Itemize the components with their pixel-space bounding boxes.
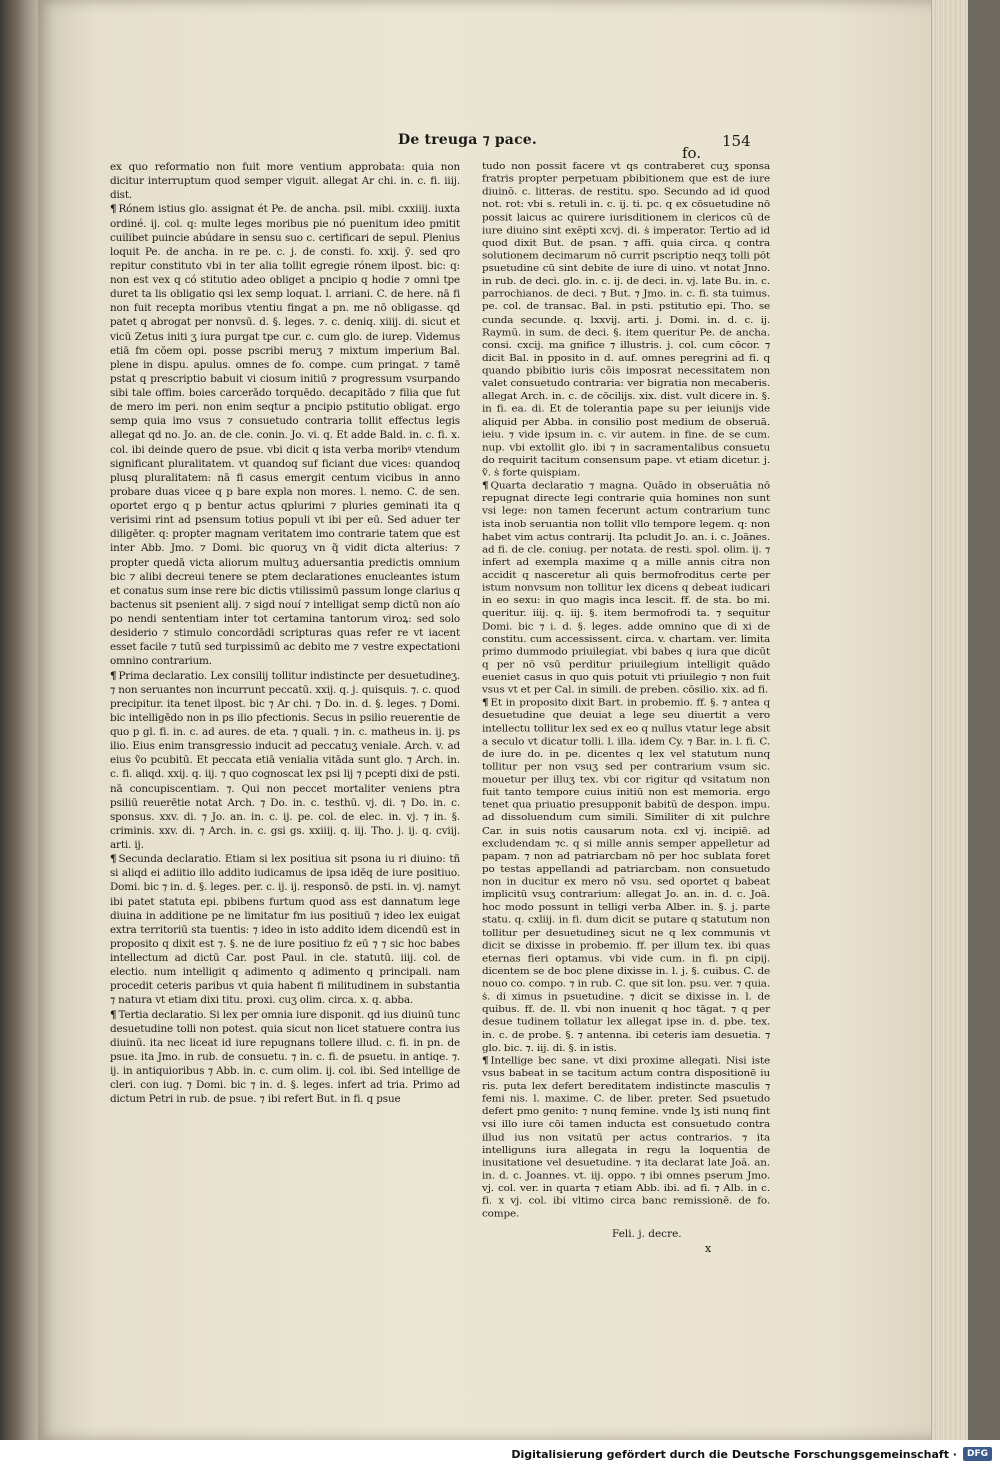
paragraph <box>110 202 460 668</box>
funding-credit: Digitalisierung gefördert durch die Deutsche Forschungsgemeinschaft · <box>511 1447 957 1461</box>
paragraph-text: Quarta declaratio ⁊ magna. Quādo in obseruātia nō repugnat directe legi contrarie quia homines non sunt vsi lege: non tamen fecerunt actum contrarium tunc ista inob seruantia non tollit vllo tempore legem. q: non habet vim actus contrarij. Ita pcludit Jo. an. i. c. Joānes. ad fi. de cle. coniug. per notata. de resti. spol. olim. ij. ⁊ infert ad exempla maxime q a mille annis citra non accidit q nasceretur ali quis bermofroditus certe per istum nonvsum non tollitur lex dicens q debeat iudicari in eo sexu: in quo magis inca lescit. ff. de sta. bo mi. queritur. iiij. q. iij. §. item bermofrodi ta. ⁊ sequitur Domi. bic ⁊ i. d. §. leges. adde omnino que di xi de constitu. cum accessissent. circa. v. chartam. ver. limita primo dummodo priuilegiat. vbi babes q iura que dicūt q per nō vsū perditur priuilegium intelligit quādo eueniet casus in quo quis potuit vti priuilegio ⁊ non fuit vsus vt et per Cal. in simili. de preben. cōsilio. xix. ad fi. <box>482 480 770 696</box>
paragraph-mark-icon: ¶ <box>110 853 117 866</box>
left-text-column <box>110 160 460 1250</box>
paragraph: ex quo reformatio non fuit more ventium approbata: quia non dicitur interruptum quod semper viguit. allegat Ar chi. in. c. fi. iiij. dist. <box>110 161 460 202</box>
paragraph-mark-icon: ¶ <box>482 480 489 492</box>
folio-label: fo. <box>682 144 702 162</box>
paragraph <box>110 669 460 853</box>
folio-number: 154 <box>722 132 751 150</box>
paragraph <box>110 852 460 1007</box>
paragraph <box>482 697 770 1055</box>
paragraph <box>110 1008 460 1107</box>
paragraph-mark-icon: ¶ <box>110 1008 117 1021</box>
paragraph-mark-icon: ¶ <box>110 203 117 216</box>
paragraph-text: Tertia declaratio. Si lex per omnia iure disponit. qd ius diuinū tunc desuetudine tolli non potest. quia sicut non licet statuere contra ius diuinū. ita nec liceat id iure repugnans tollere illud. c. fi. in pn. de psue. ita Jmo. in rub. de consuetu. ⁊ in. c. fi. de psuetu. in antiqe. ⁊. ij. in antiquioribus ⁊ Abb. in. c. cum olim. ij. col. ibi. Sed intellige de cleri. con iug. ⁊ Domi. bic ⁊ in. d. §. leges. infert ad tria. Primo ad dictum Petri in rub. de psue. ⁊ ibi refert But. in fi. q psue <box>110 1008 460 1106</box>
left-page-edge <box>0 0 42 1440</box>
fore-edge <box>931 0 968 1440</box>
paragraph-mark-icon: ¶ <box>110 669 117 682</box>
paragraph-text: Prima declaratio. Lex consilij tollitur indistincte per desuetudineʒ. ⁊ non seruantes non incurrunt peccatū. xxij. q. j. quisquis. ⁊. c. quod precipitur. ita tenet ilpost. bic ⁊ Ar chi. ⁊ Do. in. d. §. leges. ⁊ Domi. bic intelligēdo non in ps ilio pfectionis. Secus in psilio reuerentie de quo p gl. fi. in. c. ad aures. de eta. ⁊ quali. ⁊ in. c. matheus in. ij. ps ilio. Eius enim transgressio inducit ad peccatuʒ veniale. Arch. v. ad eius ṽo pcubitū. Et peccata etiā venialia vitāda sunt glo. ⁊ Arch. in. c. fi. aliqd. xxij. q. iij. ⁊ quo cognoscat lex psi lij ⁊ pcepti dixi de psti. nā concupiscentiam. ⁊. Qui non peccet mortaliter veniens ptra psiliū reuerētie notat Arch. ⁊ Do. in. c. testhū. vj. di. ⁊ Do. in. c. sponsus. xxv. di. ⁊ Jo. an. in. c. ij. pe. col. de elec. in. vj. ⁊ in. §. criminis. xxv. di. ⁊ Arch. in. c. gsi gs. xxiiij. q. iij. Tho. j. ij. q. cviij. arti. ij. <box>110 669 460 851</box>
paragraph-text: Rónem istius glo. assignat ét Pe. de ancha. psil. mibi. cxxiiij. iuxta ordiné. ij. col. q: multe leges moribus pie nó puenitum ideo pmitit cuilibet puincie abúdare in sensu suo c. certificari de sepul. Plenius loquit Pe. de ancha. in re pe. c. j. de consti. fo. xxij. ӯ. sed qro repitur constituto vbi in ter alia tollit egregie rónem ilpost. bic: q: non est vex q có stitutio adeo obliget a pncipio q hodie ⁊ omni tpe duret ta lis obligatio qsi lex semp loquat. l. arriani. C. de here. nā fi non fuit recepta moribus vtentiu fingat a pn. me nō obligasse. qd patet q abrogat per nonvsū. d. §. leges. ⁊. c. deniq. xiiij. di. sicut et vicū Zetus initi ʒ iura purgat tpe cur. c. cum glo. de iurep. Videmus etiā fm cōem opi. posse pscribi meruʒ ⁊ mixtum imperium Bal. plene in dispu. apulus. omnes de fo. compe. cum pringat. ⁊ tamē pstat q prescriptio babuit vi ciosum initiū ⁊ progressum vsurpando sibi tale offim. boies carcerādo torquēdo. decapitādo ⁊ filia que fut de mero im peri. non enim seqtur a pncipio pstitutio obligat. ergo semp quia imo vsus ⁊ consuetudo contraria tollit effectus legis allegat qd no. Jo. an. de cle. conin. Jo. vi. q. Et adde Bald. in. c. fi. x. col. ibi deinde quero de psue. vbi dicit q ista verba moribꝰ vtendum significant pluralitatem. vt quandoq suf ficiant due vices: quandoq plusq pluralitatem: nā fi casus emergit centum vicibus in anno probare duas vicee q p bare expla non mores. l. nemo. C. de sen. oportet ergo q p bentur actus qplurimi ⁊ pluries geminati ita q verisimi rint ad psensum totius populi vt ibi per eū. Sed aduer ter diligēter. q: propter magnam veritatem imo contrarie tatem que est inter Abb. Jmo. ⁊ Domi. bic quoruʒ vn q̃ vidit dicta alterius: ⁊ propter quedā victa aliorum multuʒ aduersantia predictis omnium bic ⁊ alibi decreui tenere se ptem declarationes enucleantes istum et conatus sum inse rere bic dictis vtilissimū passum longe clarius q bactenus sit psenient alij. ⁊ sigd nouí ⁊ intelligat semp dictū non aío po nendi sententiam inter tot certamina tantorum viroꝝ: sed solo desiderio ⁊ stimulo concordādi scripturas quas refer re vt iacent esset facile ⁊ tutū sed turpissimū ac debito me ⁊ vestre expectationi omnino contrarium. <box>110 203 460 668</box>
paragraph <box>482 1054 770 1220</box>
paragraph-mark-icon: ¶ <box>482 697 489 709</box>
paragraph-text: Intellige bec sane. vt dixi proxime allegati. Nisi iste vsus babeat in se tacitum actum contra dispositionē iu ris. puta lex defert bereditatem indistincte masculis ⁊ femi nis. l. maxime. C. de liber. preter. Sed psuetudo defert pmo genito: ⁊ nunq femine. vnde lʒ isti nunq fint vsi illo iure cōi tamen inducta est consuetudo contra illud ius non vsitatū per actus contrarios. ⁊ ita intelliguns iura allegata in regu la loquentia de inusitatione vel desuetudine. ⁊ ita declarat late Joā. an. in. d. c. Joannes. vt. iij. oppo. ⁊ ibi omnes pserum Jmo. vj. col. ver. in quarta ⁊ etiam Abb. ibi. ad fi. ⁊ Alb. in c. fi. x vj. col. ibi vltimo circa banc remissionē. de fo. compe. <box>482 1055 770 1220</box>
paragraph-text: Secunda declaratio. Etiam si lex positiua sit psona iu ri diuino: tñ si aliqd ei adiitio illo addito iudicamus de ipsa idēq de iure positiuo. Domi. bic ⁊ in. d. §. leges. per. c. ij. ij. responsō. de psti. in. vj. namyt ibi patet statuta epi. pbibens furtum quod ass est dannatum lege diuina in additione pe ne limitatur fm ius positiuū ⁊ ideo lex euigat extra territoriū sta tuentis: ⁊ ideo in isto addito idem dicendū est in proposito q dixit est ⁊. §. ne de iure positiuo fz eū ⁊ ⁊ sic hoc babes intellectum ad dictū Car. post Paul. in cle. statutū. iiij. col. de electio. num intelligit q adimento q adimento q principali. nam procedit ceteris paribus vt quia habent fi militudinem in substantia ⁊ natura vt etiam dixi titu. proxi. cuʒ olim. circa. x. q. abba. <box>110 853 460 1007</box>
paragraph-mark-icon: ¶ <box>482 1055 489 1067</box>
catchword: Feli. j. decre. <box>612 1228 682 1240</box>
dfg-logo-icon: DFG <box>963 1447 992 1461</box>
running-head: De treuga ⁊ pace. <box>398 132 537 148</box>
paragraph-text: Et in proposito dixit Bart. in probemio. ff. §. ⁊ antea q desuetudine que deuiat a lege seu diuertit a vero intellectu tollitur lex sed ex eo q nullus vtatur lege absit a seculo vt dicatur tolli. l. illa. idem Cy. ⁊ Bar. in. l. fi. C. de iure do. in pe. dicentes q lex vel statutum nunq tollitur per non vsuʒ sed per contrarium vsum sic. mouetur per illuʒ tex. vbi cor rigitur qd vsitatum non fuit tanto tempore cuius initiū non est memoria. ergo tenet qua priuatio presupponit babitū de despon. impu. ad dissoluendum cum simili. Similiter di xit pulchre Car. in suis notis causarum nota. cxl vj. incipiē. ad excludendam ⁊c. q si mille annis semper appelletur ad papam. ⁊ non ad patriarcbam nō per hoc sublata foret po testas appellandi ad patriarcbam. non consuetudo non in ducitur ex mero nō vsu. sed oportet q babeat implicitū vsuʒ contrarium: allegat Jo. an. in. d. c. Joā. hoc modo possunt in telligi verba Alber. in. §. j. parte statu. q. cxliij. in fi. dum dicit se putare q statutum non tollitur per desuetudineʒ sicut ne q lex communis vt dicit se dixisse in probemio. ff. per illum tex. ibi quas eternas fieri optamus. vbi vide cum. in fi. pn cipij. dicentem se de boc plene dixisse in. l. j. §. cuibus. C. de nouo co. compo. ⁊ in rub. C. que sit lon. psu. ver. ⁊ quia. ṡ. di ximus in psuetudine. ⁊ dicit se dixisse in. l. de quibus. ff. de. ll. vbi non inuenit q hoc tāgat. ⁊ q per desue tudinem tollatur lex allegat ipse in. d. pbe. tex. in. c. de probe. §. ⁊ antenna. ibi ceteris iam desuetia. ⁊ glo. bic. ⁊. iij. di. §. in istis. <box>482 697 770 1054</box>
digitization-footer <box>0 1440 1000 1468</box>
paragraph <box>482 479 770 696</box>
signature-mark: x <box>705 1242 712 1255</box>
paragraph: tudo non possit facere vt qs contraberet cuʒ sponsa fratris propter perpetuam pbibitionem que est de iure diuinō. c. litteras. de restitu. spo. Secundo ad id quod not. rot: vbi s. retuli in. c. ij. ti. pc. q ex cōsuetudine nō possit laicus ac quirere iurisditionem in clericos cū de iure diuino sint exēpti xcvj. di. ṡ imperator. Tertio ad id quod dixit But. de psan. ⁊ affi. quia circa. q contra solutionem decimarum nō currit pscriptio neqʒ tolli pōt psuetudine cū sint debite de iure di uino. vt notat Jnno. in rub. de deci. glo. in. c. ij. de deci. in. vj. late Bu. in. c. parrochianos. de deci. ⁊ But. ⁊ Jmo. in. c. fi. sta tuimus. pe. col. de transac. Bal. in psti. pstitutio epi. Tho. se cunda secunde. q. lxxvij. arti. j. Domi. in. d. c. ij. Raymū. in sum. de deci. §. item queritur Pe. de ancha. consi. cxcij. ma gnifice ⁊ illustris. j. col. cum cōcor. ⁊ dicit Bal. in pposito in d. auf. omnes peregrini ad fi. q quando pbibitio iuris cōis imposrat necessitatem non valet consuetudo contraria: ver bigratia non mecaberis. allegat Arch. in. c. de cōcilijs. xix. dist. vult dicere in. §. in fi. ea. di. Et de tolerantia pape su per ieiunijs vide aliquid per Abba. in consilio post medium de obseruā. ieiu. ⁊ vide ipsum in. c. vir autem. in fine. de se cum. nup. vbi extollit glo. ibi ⁊ in sacramentalibus consuetu do requirit tacitum consensum pape. vt etiam dicetur. j. ṽ. ṡ forte quispiam. <box>482 160 770 479</box>
right-text-column <box>482 160 770 1220</box>
